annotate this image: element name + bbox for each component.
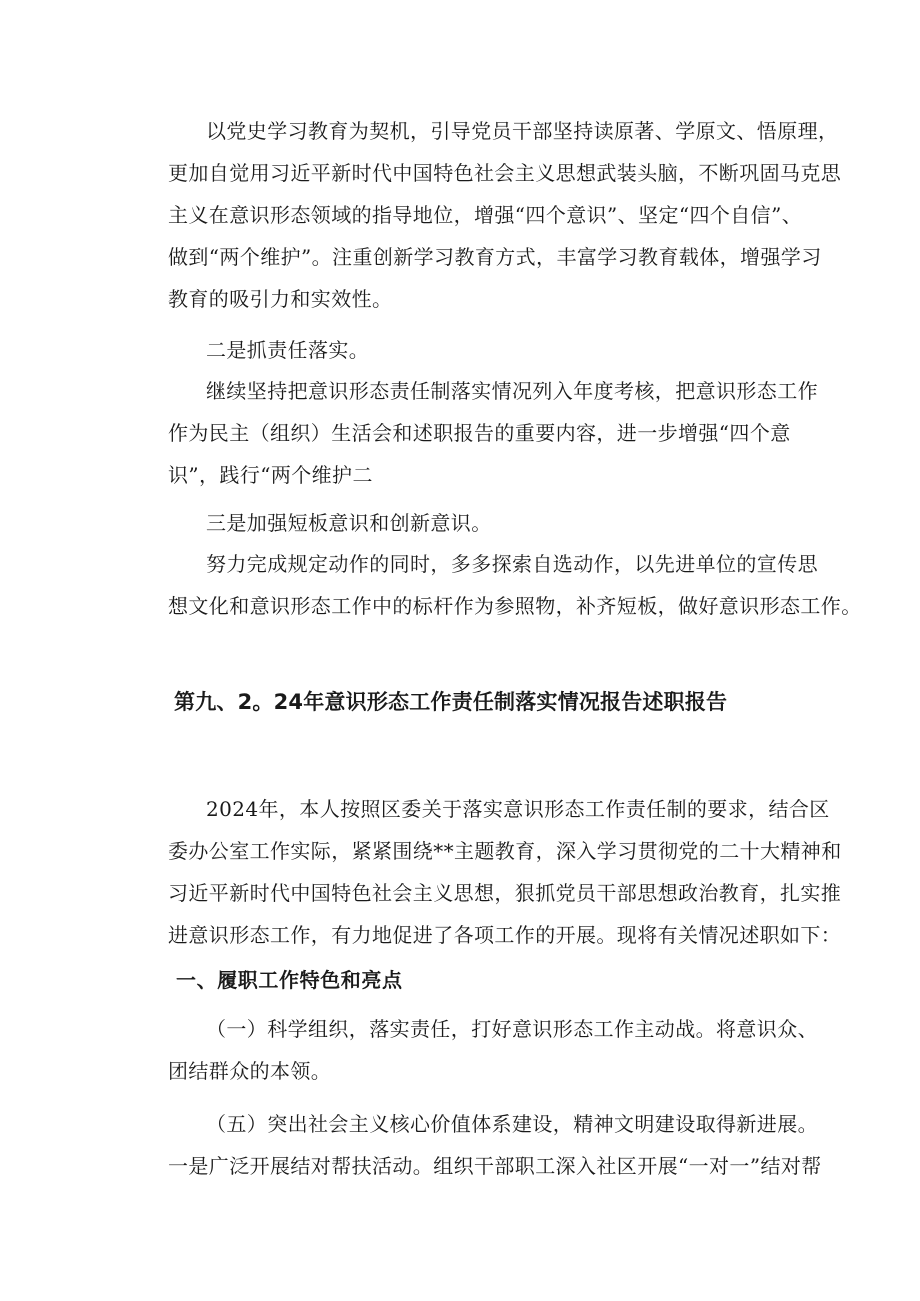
paragraph-line: 作为民主（组织）生活会和述职报告的重要内容，进一步增强“四个意 [168, 421, 791, 445]
paragraph-line: 委办公室工作实际，紧紧围绕**主题教育，深入学习贯彻党的二十大精神和 [168, 839, 842, 863]
paragraph-line: 教育的吸引力和实效性。 [168, 287, 393, 311]
paragraph-line: 识”，践行“两个维护二 [168, 463, 373, 487]
paragraph-line: 继续坚持把意识形态责任制落实情况列入年度考核，把意识形态工作 [206, 379, 818, 403]
item-heading: 三是加强短板意识和创新意识。 [206, 511, 492, 535]
item-heading: 二是抓责任落实。 [206, 338, 370, 362]
paragraph-line: 想文化和意识形态工作中的标杆作为参照物，补齐短板，做好意识形态工作。 [168, 594, 862, 618]
paragraph-line: （五）突出社会主义核心价值体系建设，精神文明建设取得新进展。 [206, 1112, 818, 1136]
paragraph-line: 团结群众的本领。 [168, 1059, 332, 1083]
paragraph-line: 2024年，本人按照区委关于落实意识形态工作责任制的要求，结合区 [206, 797, 830, 821]
paragraph-line: 努力完成规定动作的同时，多多探索自选动作，以先进单位的宣传思 [206, 552, 818, 576]
part-heading: 一、履职工作特色和亮点 [176, 968, 403, 992]
paragraph-line: 主义在意识形态领域的指导地位，增强“四个意识”、坚定“四个自信”、 [168, 203, 803, 227]
paragraph-line: 习近平新时代中国特色社会主义思想，狠抓党员干部思想政治教育，扎实推 [168, 881, 842, 905]
paragraph-line: 一是广泛开展结对帮扶活动。组织干部职工深入社区开展“一对一”结对帮 [168, 1154, 822, 1178]
section-title: 第九、2。24年意识形态工作责任制落实情况报告述职报告 [174, 690, 728, 714]
paragraph-line: （一）科学组织，落实责任，打好意识形态工作主动战。将意识众、 [206, 1017, 818, 1041]
paragraph-line: 进意识形态工作，有力地促进了各项工作的开展。现将有关情况述职如下： [168, 923, 842, 947]
paragraph-line: 做到“两个维护”。注重创新学习教育方式，丰富学习教育载体，增强学习 [168, 245, 822, 269]
paragraph-line: 以党史学习教育为契机，引导党员干部坚持读原著、学原文、悟原理， [206, 119, 839, 143]
paragraph-line: 更加自觉用习近平新时代中国特色社会主义思想武装头脑，不断巩固马克思 [168, 161, 842, 185]
